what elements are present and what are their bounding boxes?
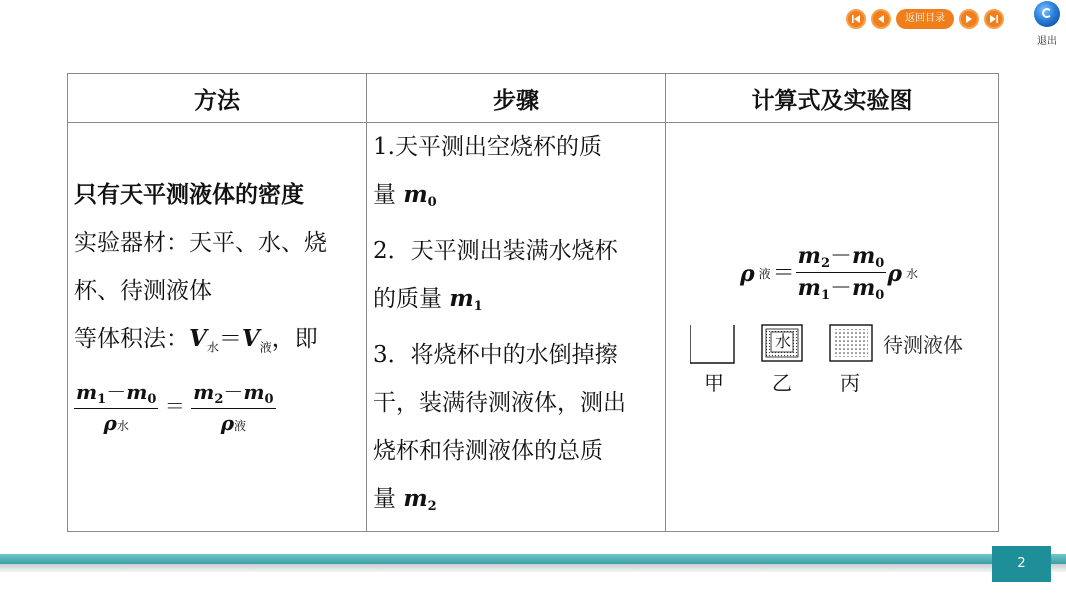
symbol-rho: ρ xyxy=(103,410,117,435)
exit-label: 退出 xyxy=(1037,36,1057,47)
symbol-m: m xyxy=(243,379,265,404)
last-page-icon xyxy=(989,14,999,24)
footer-shadow xyxy=(0,564,1066,572)
sub-liquid: 液 xyxy=(234,418,247,433)
minus-sign: － xyxy=(223,379,244,404)
sub-liquid: 液 xyxy=(758,266,771,281)
water-text: 水 xyxy=(775,332,792,351)
steps-cell xyxy=(367,123,666,532)
exit-button[interactable] xyxy=(1033,1,1061,47)
page-number: 2 xyxy=(992,546,1051,582)
step-text: 量 xyxy=(373,486,396,512)
density-formula xyxy=(740,245,918,302)
symbol-v: V xyxy=(241,325,260,352)
step-text: 3．将烧杯中的水倒掉擦 xyxy=(373,342,618,368)
index: 0 xyxy=(147,391,157,407)
header-steps: 步骤 xyxy=(367,74,666,123)
equal-sign: ＝ xyxy=(772,260,795,286)
index: 0 xyxy=(875,256,885,271)
symbol-m: m xyxy=(403,485,428,512)
sub-liquid: 液 xyxy=(259,340,272,355)
step-3-line-3 xyxy=(373,427,659,475)
step-text: 量 xyxy=(373,182,396,208)
index: 1 xyxy=(97,391,107,407)
equipment-line-1: 实验器材：天平、水、烧 xyxy=(74,230,327,256)
next-page-icon xyxy=(964,14,974,24)
label-bing: 丙 xyxy=(840,371,860,395)
symbol-m: m xyxy=(797,275,821,301)
method-cell xyxy=(68,123,367,532)
last-page-button[interactable] xyxy=(984,9,1004,29)
equal-sign: ＝ xyxy=(164,393,185,418)
step-text: 干，装满待测液体，测出 xyxy=(373,390,626,416)
label-jia: 甲 xyxy=(704,371,724,395)
density-equation xyxy=(74,379,360,435)
symbol-v: V xyxy=(189,325,207,352)
symbol-rho: ρ xyxy=(220,410,235,435)
symbol-m: m xyxy=(76,379,98,404)
step-3-line-1 xyxy=(373,331,659,379)
slide-navigation xyxy=(846,9,1009,29)
first-page-icon xyxy=(851,14,861,24)
table-row xyxy=(68,123,999,532)
return-to-contents-button[interactable]: 返回目录 xyxy=(896,9,954,29)
sub-water: 水 xyxy=(116,418,129,433)
first-page-button[interactable] xyxy=(846,9,866,29)
step-text: 的质量 xyxy=(373,286,442,312)
beaker-liquid xyxy=(830,325,872,361)
apparatus-diagram xyxy=(690,315,990,395)
index: 0 xyxy=(875,288,885,303)
calc-cell xyxy=(666,123,999,532)
method-title: 只有天平测液体的密度 xyxy=(74,182,304,208)
symbol-m: m xyxy=(403,181,428,208)
step-1-line-1 xyxy=(373,123,659,171)
step-2-line-2 xyxy=(373,275,659,331)
step-text: 2．天平测出装满水烧杯 xyxy=(373,238,618,264)
fraction-liquid xyxy=(191,379,275,435)
minus-sign: － xyxy=(106,379,127,404)
symbol-rho: ρ xyxy=(887,260,902,287)
index: 2 xyxy=(427,499,437,514)
symbol-m: m xyxy=(193,379,215,404)
sub-water: 水 xyxy=(905,266,918,281)
header-calc: 计算式及实验图 xyxy=(666,74,999,123)
exit-icon xyxy=(1034,1,1060,27)
density-method-table xyxy=(67,73,999,532)
symbol-rho: ρ xyxy=(740,260,755,287)
step-3-line-4 xyxy=(373,475,659,531)
index: 2 xyxy=(820,256,830,271)
fraction-water xyxy=(74,379,158,435)
index: 0 xyxy=(264,391,274,407)
index: 2 xyxy=(214,391,224,407)
symbol-m: m xyxy=(852,243,876,269)
step-2-line-1 xyxy=(373,227,659,275)
prev-page-button[interactable] xyxy=(871,9,891,29)
step-text: 烧杯和待测液体的总质 xyxy=(373,438,603,464)
index: 1 xyxy=(473,299,483,314)
equal-volume-line xyxy=(74,315,360,372)
header-method: 方法 xyxy=(68,74,367,123)
symbol-m: m xyxy=(797,243,821,269)
minus-sign: － xyxy=(830,276,853,301)
next-page-button[interactable] xyxy=(959,9,979,29)
symbol-m: m xyxy=(449,285,474,312)
step-text: 1.天平测出空烧杯的质 xyxy=(373,134,602,160)
symbol-m: m xyxy=(852,275,876,301)
equal-volume-prefix: 等体积法： xyxy=(74,326,189,352)
table-header-row xyxy=(68,74,999,123)
beaker-empty xyxy=(690,325,734,363)
index: 1 xyxy=(820,288,830,303)
label-yi: 乙 xyxy=(772,371,792,395)
formula-fraction xyxy=(796,245,887,302)
liquid-text: 待测液体 xyxy=(883,333,963,357)
step-3-line-2 xyxy=(373,379,659,427)
step-1-line-2 xyxy=(373,171,659,227)
equal-sign: ＝ xyxy=(218,326,242,352)
index: 0 xyxy=(427,195,437,210)
then-text: ，即 xyxy=(271,326,318,352)
minus-sign: － xyxy=(830,244,853,269)
equipment-line-2: 杯、待测液体 xyxy=(74,278,212,304)
sub-water: 水 xyxy=(206,340,219,355)
prev-page-icon xyxy=(876,14,886,24)
footer-band xyxy=(0,554,1066,564)
symbol-m: m xyxy=(126,379,148,404)
